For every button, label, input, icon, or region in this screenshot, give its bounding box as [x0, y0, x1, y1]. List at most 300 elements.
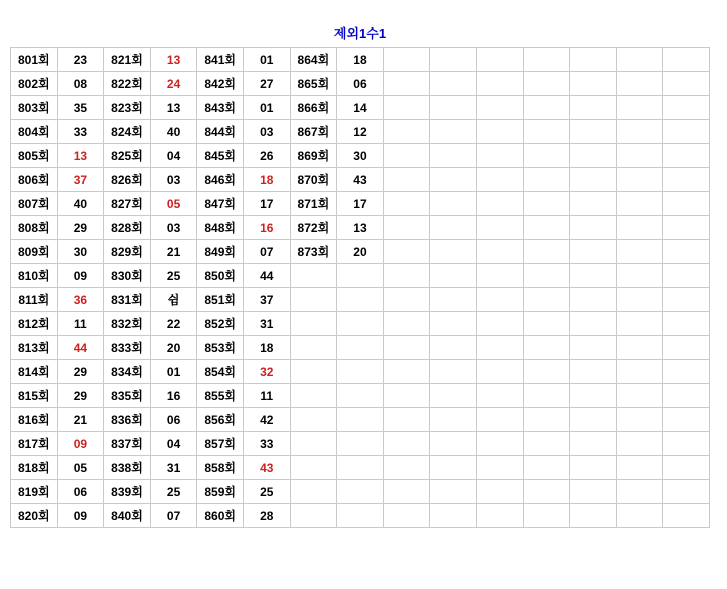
round-cell: 825회 — [104, 144, 151, 168]
empty-cell — [383, 96, 430, 120]
empty-cell — [523, 216, 570, 240]
empty-cell — [430, 312, 477, 336]
round-cell: 855회 — [197, 384, 244, 408]
empty-cell — [476, 408, 523, 432]
empty-cell — [476, 48, 523, 72]
empty-cell — [523, 408, 570, 432]
empty-cell — [430, 288, 477, 312]
empty-cell — [616, 192, 663, 216]
empty-cell — [383, 72, 430, 96]
empty-cell — [616, 456, 663, 480]
table-row — [11, 480, 710, 504]
round-cell — [290, 264, 337, 288]
round-cell: 858회 — [197, 456, 244, 480]
empty-cell — [383, 240, 430, 264]
value-cell: 23 — [57, 48, 104, 72]
empty-cell — [523, 480, 570, 504]
round-cell: 804회 — [11, 120, 58, 144]
round-cell: 811회 — [11, 288, 58, 312]
empty-cell — [663, 384, 710, 408]
empty-cell — [523, 168, 570, 192]
value-cell: 01 — [243, 48, 290, 72]
value-cell: 29 — [57, 360, 104, 384]
value-cell: 30 — [337, 144, 384, 168]
empty-cell — [476, 504, 523, 528]
value-cell: 11 — [243, 384, 290, 408]
empty-cell — [616, 240, 663, 264]
round-cell: 820회 — [11, 504, 58, 528]
value-cell: 33 — [57, 120, 104, 144]
value-cell: 33 — [243, 432, 290, 456]
value-cell: 16 — [150, 384, 197, 408]
empty-cell — [616, 504, 663, 528]
empty-cell — [430, 72, 477, 96]
empty-cell — [616, 432, 663, 456]
table-row — [11, 96, 710, 120]
value-cell: 09 — [57, 264, 104, 288]
empty-cell — [570, 168, 617, 192]
value-cell: 44 — [243, 264, 290, 288]
table-row — [11, 264, 710, 288]
empty-cell — [663, 288, 710, 312]
value-cell: 32 — [243, 360, 290, 384]
round-cell: 827회 — [104, 192, 151, 216]
empty-cell — [383, 336, 430, 360]
empty-cell — [523, 432, 570, 456]
value-cell: 06 — [57, 480, 104, 504]
value-cell: 35 — [57, 96, 104, 120]
value-cell: 25 — [243, 480, 290, 504]
empty-cell — [570, 504, 617, 528]
round-cell: 818회 — [11, 456, 58, 480]
value-cell: 07 — [150, 504, 197, 528]
round-cell: 854회 — [197, 360, 244, 384]
value-cell: 12 — [337, 120, 384, 144]
round-cell: 842회 — [197, 72, 244, 96]
empty-cell — [430, 264, 477, 288]
value-cell — [337, 360, 384, 384]
round-cell: 871회 — [290, 192, 337, 216]
value-cell: 20 — [337, 240, 384, 264]
empty-cell — [430, 96, 477, 120]
empty-cell — [663, 120, 710, 144]
value-cell: 07 — [243, 240, 290, 264]
table-row — [11, 72, 710, 96]
round-cell: 816회 — [11, 408, 58, 432]
round-cell — [290, 288, 337, 312]
empty-cell — [570, 456, 617, 480]
round-cell — [290, 384, 337, 408]
value-cell: 26 — [243, 144, 290, 168]
empty-cell — [570, 288, 617, 312]
empty-cell — [570, 240, 617, 264]
round-cell: 845회 — [197, 144, 244, 168]
empty-cell — [430, 144, 477, 168]
empty-cell — [383, 312, 430, 336]
value-cell: 13 — [150, 48, 197, 72]
round-cell: 802회 — [11, 72, 58, 96]
empty-cell — [570, 336, 617, 360]
round-cell: 819회 — [11, 480, 58, 504]
round-cell: 844회 — [197, 120, 244, 144]
round-cell: 846회 — [197, 168, 244, 192]
round-cell: 859회 — [197, 480, 244, 504]
round-cell: 822회 — [104, 72, 151, 96]
empty-cell — [430, 336, 477, 360]
round-cell: 803회 — [11, 96, 58, 120]
empty-cell — [570, 480, 617, 504]
empty-cell — [430, 480, 477, 504]
empty-cell — [616, 168, 663, 192]
empty-cell — [383, 264, 430, 288]
empty-cell — [616, 288, 663, 312]
value-cell: 13 — [337, 216, 384, 240]
empty-cell — [476, 360, 523, 384]
empty-cell — [616, 216, 663, 240]
round-cell: 857회 — [197, 432, 244, 456]
value-cell: 29 — [57, 216, 104, 240]
round-cell: 832회 — [104, 312, 151, 336]
round-cell: 853회 — [197, 336, 244, 360]
empty-cell — [570, 312, 617, 336]
empty-cell — [523, 120, 570, 144]
empty-cell — [476, 240, 523, 264]
value-cell: 25 — [150, 480, 197, 504]
value-cell — [337, 312, 384, 336]
empty-cell — [523, 384, 570, 408]
value-cell: 01 — [243, 96, 290, 120]
empty-cell — [570, 192, 617, 216]
value-cell — [337, 384, 384, 408]
empty-cell — [616, 96, 663, 120]
value-cell: 05 — [150, 192, 197, 216]
empty-cell — [430, 432, 477, 456]
round-cell — [290, 360, 337, 384]
round-cell — [290, 456, 337, 480]
rounds-table-body — [11, 48, 710, 528]
table-row — [11, 312, 710, 336]
value-cell: 20 — [150, 336, 197, 360]
value-cell — [337, 264, 384, 288]
table-row — [11, 504, 710, 528]
value-cell: 13 — [57, 144, 104, 168]
value-cell: 37 — [57, 168, 104, 192]
empty-cell — [663, 144, 710, 168]
empty-cell — [570, 264, 617, 288]
empty-cell — [383, 168, 430, 192]
value-cell — [337, 432, 384, 456]
table-row — [11, 240, 710, 264]
round-cell: 839회 — [104, 480, 151, 504]
table-row — [11, 48, 710, 72]
empty-cell — [383, 144, 430, 168]
table-row — [11, 456, 710, 480]
value-cell: 37 — [243, 288, 290, 312]
empty-cell — [430, 120, 477, 144]
empty-cell — [663, 408, 710, 432]
round-cell: 829회 — [104, 240, 151, 264]
value-cell — [337, 504, 384, 528]
empty-cell — [523, 96, 570, 120]
empty-cell — [476, 168, 523, 192]
rounds-table — [10, 47, 710, 528]
value-cell: 31 — [243, 312, 290, 336]
value-cell: 03 — [150, 216, 197, 240]
round-cell: 835회 — [104, 384, 151, 408]
round-cell: 872회 — [290, 216, 337, 240]
empty-cell — [523, 504, 570, 528]
empty-cell — [476, 72, 523, 96]
empty-cell — [570, 360, 617, 384]
empty-cell — [663, 192, 710, 216]
table-row — [11, 384, 710, 408]
value-cell: 08 — [57, 72, 104, 96]
value-cell: 36 — [57, 288, 104, 312]
empty-cell — [523, 336, 570, 360]
empty-cell — [616, 312, 663, 336]
empty-cell — [663, 96, 710, 120]
round-cell: 834회 — [104, 360, 151, 384]
value-cell: 13 — [150, 96, 197, 120]
round-cell: 836회 — [104, 408, 151, 432]
empty-cell — [383, 408, 430, 432]
round-cell: 814회 — [11, 360, 58, 384]
empty-cell — [616, 408, 663, 432]
empty-cell — [616, 264, 663, 288]
value-cell — [337, 480, 384, 504]
value-cell: 31 — [150, 456, 197, 480]
value-cell: 16 — [243, 216, 290, 240]
empty-cell — [616, 336, 663, 360]
empty-cell — [383, 504, 430, 528]
empty-cell — [663, 240, 710, 264]
value-cell: 03 — [243, 120, 290, 144]
empty-cell — [663, 432, 710, 456]
round-cell: 801회 — [11, 48, 58, 72]
empty-cell — [383, 360, 430, 384]
empty-cell — [570, 384, 617, 408]
empty-cell — [430, 360, 477, 384]
empty-cell — [383, 48, 430, 72]
round-cell: 847회 — [197, 192, 244, 216]
round-cell: 815회 — [11, 384, 58, 408]
value-cell: 18 — [243, 336, 290, 360]
round-cell: 848회 — [197, 216, 244, 240]
empty-cell — [383, 192, 430, 216]
empty-cell — [476, 456, 523, 480]
round-cell: 851회 — [197, 288, 244, 312]
value-cell: 42 — [243, 408, 290, 432]
round-cell: 850회 — [197, 264, 244, 288]
round-cell: 831회 — [104, 288, 151, 312]
empty-cell — [663, 456, 710, 480]
round-cell: 824회 — [104, 120, 151, 144]
round-cell: 860회 — [197, 504, 244, 528]
empty-cell — [383, 216, 430, 240]
table-row — [11, 432, 710, 456]
empty-cell — [570, 144, 617, 168]
empty-cell — [616, 48, 663, 72]
value-cell: 06 — [150, 408, 197, 432]
empty-cell — [476, 432, 523, 456]
table-row — [11, 144, 710, 168]
empty-cell — [523, 192, 570, 216]
round-cell: 833회 — [104, 336, 151, 360]
round-cell: 838회 — [104, 456, 151, 480]
value-cell: 43 — [243, 456, 290, 480]
value-cell: 03 — [150, 168, 197, 192]
value-cell: 18 — [337, 48, 384, 72]
table-row — [11, 216, 710, 240]
value-cell: 22 — [150, 312, 197, 336]
empty-cell — [523, 240, 570, 264]
value-cell — [337, 408, 384, 432]
empty-cell — [476, 264, 523, 288]
round-cell — [290, 312, 337, 336]
value-cell: 06 — [337, 72, 384, 96]
empty-cell — [663, 504, 710, 528]
value-cell: 27 — [243, 72, 290, 96]
value-cell: 29 — [57, 384, 104, 408]
round-cell: 817회 — [11, 432, 58, 456]
round-cell: 826회 — [104, 168, 151, 192]
empty-cell — [476, 312, 523, 336]
empty-cell — [616, 384, 663, 408]
round-cell — [290, 336, 337, 360]
empty-cell — [616, 144, 663, 168]
empty-cell — [570, 216, 617, 240]
round-cell: 843회 — [197, 96, 244, 120]
empty-cell — [430, 504, 477, 528]
round-cell: 852회 — [197, 312, 244, 336]
round-cell — [290, 408, 337, 432]
empty-cell — [570, 48, 617, 72]
value-cell: 43 — [337, 168, 384, 192]
value-cell: 28 — [243, 504, 290, 528]
table-row — [11, 408, 710, 432]
empty-cell — [430, 240, 477, 264]
empty-cell — [430, 48, 477, 72]
round-cell: 837회 — [104, 432, 151, 456]
round-cell: 870회 — [290, 168, 337, 192]
value-cell — [337, 336, 384, 360]
empty-cell — [476, 192, 523, 216]
empty-cell — [430, 384, 477, 408]
round-cell: 810회 — [11, 264, 58, 288]
value-cell: 14 — [337, 96, 384, 120]
table-row — [11, 192, 710, 216]
empty-cell — [663, 48, 710, 72]
empty-cell — [570, 96, 617, 120]
empty-cell — [476, 480, 523, 504]
round-cell — [290, 504, 337, 528]
empty-cell — [383, 456, 430, 480]
round-cell: 864회 — [290, 48, 337, 72]
value-cell: 09 — [57, 432, 104, 456]
empty-cell — [476, 144, 523, 168]
value-cell: 25 — [150, 264, 197, 288]
page-title: 제외1수1 — [333, 26, 387, 41]
empty-cell — [663, 360, 710, 384]
table-row — [11, 288, 710, 312]
table-row — [11, 120, 710, 144]
empty-cell — [616, 120, 663, 144]
empty-cell — [523, 144, 570, 168]
round-cell: 805회 — [11, 144, 58, 168]
table-row — [11, 360, 710, 384]
round-cell: 849회 — [197, 240, 244, 264]
value-cell: 40 — [57, 192, 104, 216]
round-cell: 813회 — [11, 336, 58, 360]
empty-cell — [663, 168, 710, 192]
empty-cell — [476, 288, 523, 312]
value-cell: 17 — [337, 192, 384, 216]
empty-cell — [523, 48, 570, 72]
empty-cell — [476, 336, 523, 360]
value-cell: 21 — [57, 408, 104, 432]
empty-cell — [523, 312, 570, 336]
empty-cell — [523, 288, 570, 312]
round-cell: 830회 — [104, 264, 151, 288]
round-cell: 812회 — [11, 312, 58, 336]
empty-cell — [523, 264, 570, 288]
round-cell: 806회 — [11, 168, 58, 192]
round-cell: 867회 — [290, 120, 337, 144]
round-cell: 807회 — [11, 192, 58, 216]
empty-cell — [570, 72, 617, 96]
empty-cell — [523, 72, 570, 96]
empty-cell — [383, 288, 430, 312]
empty-cell — [430, 456, 477, 480]
round-cell: 873회 — [290, 240, 337, 264]
empty-cell — [383, 432, 430, 456]
table-row — [11, 168, 710, 192]
round-cell: 828회 — [104, 216, 151, 240]
round-cell: 823회 — [104, 96, 151, 120]
value-cell: 11 — [57, 312, 104, 336]
empty-cell — [570, 432, 617, 456]
empty-cell — [663, 72, 710, 96]
round-cell: 840회 — [104, 504, 151, 528]
round-cell: 809회 — [11, 240, 58, 264]
empty-cell — [430, 216, 477, 240]
value-cell — [337, 288, 384, 312]
value-cell: 05 — [57, 456, 104, 480]
round-cell: 808회 — [11, 216, 58, 240]
value-cell: 44 — [57, 336, 104, 360]
round-cell: 821회 — [104, 48, 151, 72]
value-cell: 21 — [150, 240, 197, 264]
empty-cell — [616, 72, 663, 96]
round-cell: 841회 — [197, 48, 244, 72]
round-cell: 866회 — [290, 96, 337, 120]
empty-cell — [430, 192, 477, 216]
round-cell — [290, 480, 337, 504]
empty-cell — [383, 480, 430, 504]
value-cell: 쉼 — [150, 288, 197, 312]
value-cell: 09 — [57, 504, 104, 528]
round-cell — [290, 432, 337, 456]
value-cell: 24 — [150, 72, 197, 96]
value-cell: 40 — [150, 120, 197, 144]
value-cell: 17 — [243, 192, 290, 216]
empty-cell — [476, 216, 523, 240]
empty-cell — [663, 480, 710, 504]
value-cell: 04 — [150, 432, 197, 456]
empty-cell — [476, 96, 523, 120]
table-row — [11, 336, 710, 360]
empty-cell — [616, 360, 663, 384]
